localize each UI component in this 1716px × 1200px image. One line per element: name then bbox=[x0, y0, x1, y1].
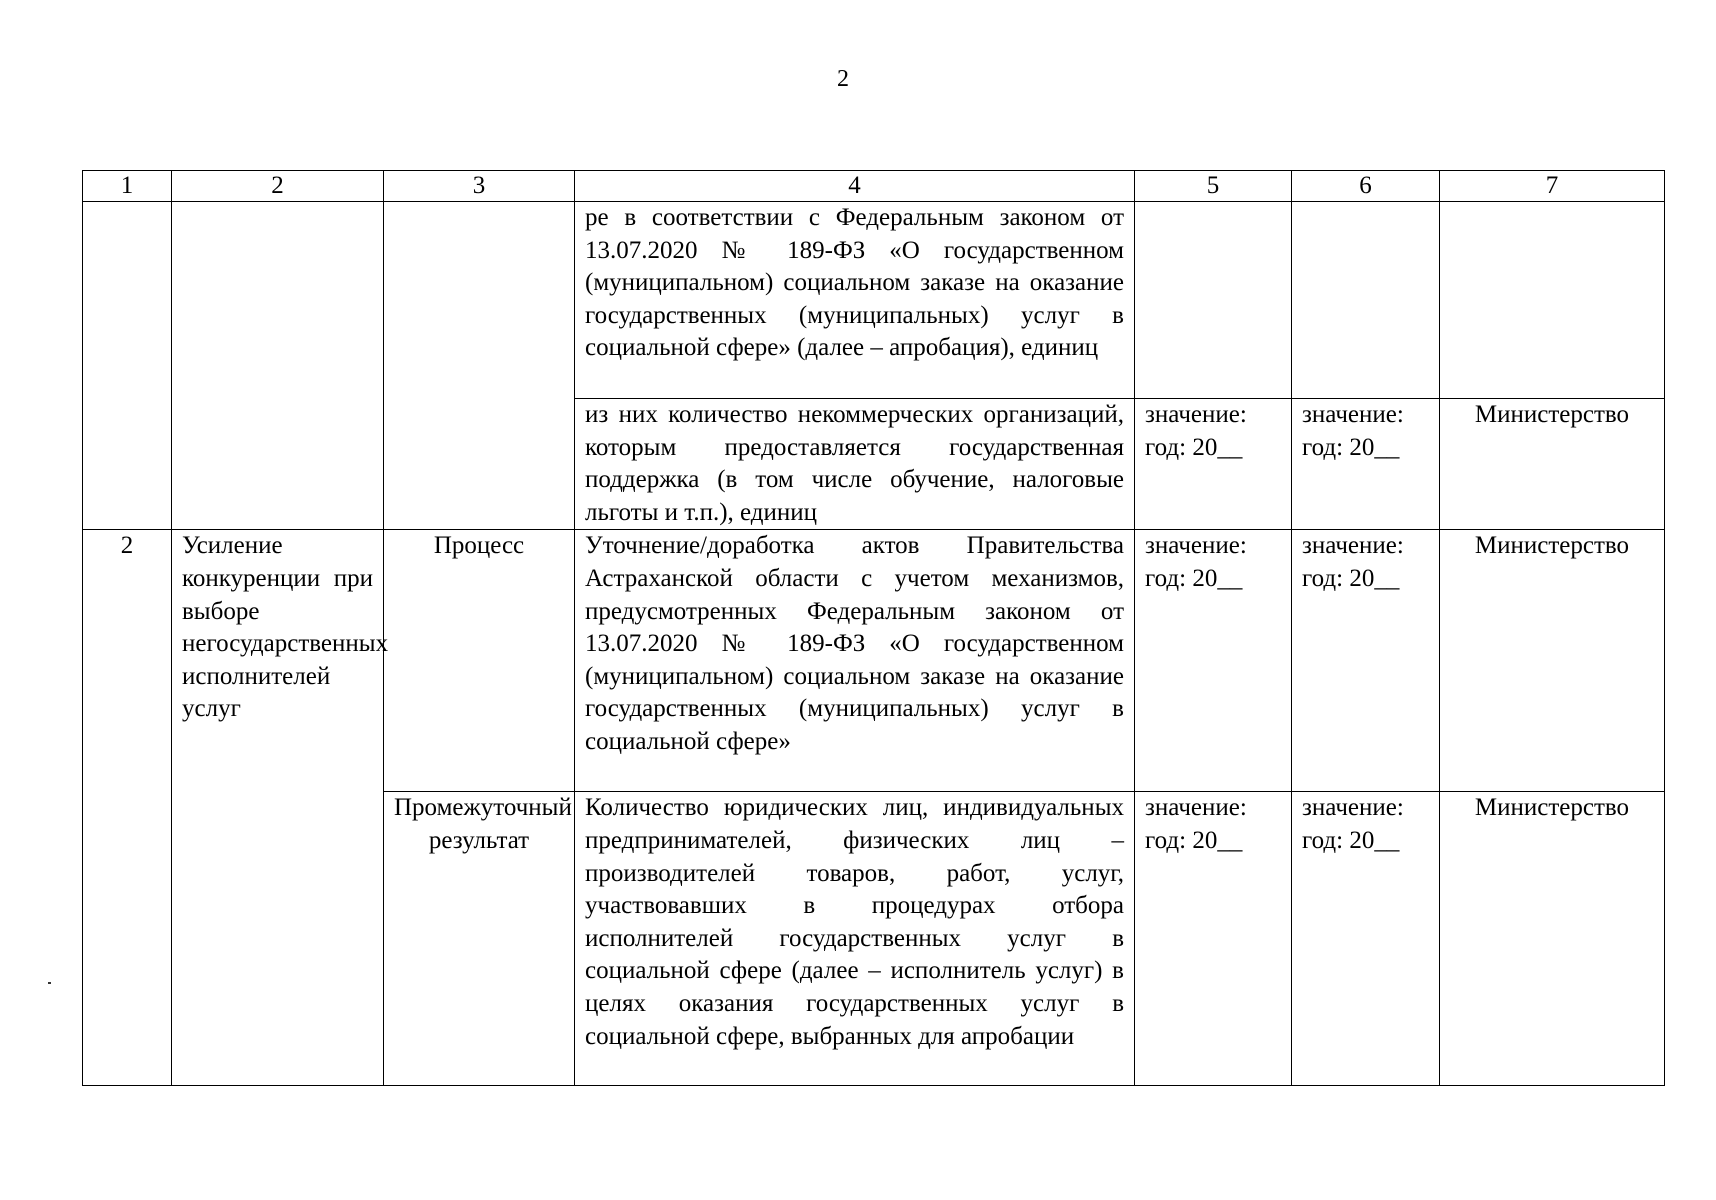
value-label: значение: bbox=[1302, 401, 1404, 428]
sub-indicator-value-5 bbox=[1135, 399, 1292, 530]
process-value-5 bbox=[1135, 530, 1292, 792]
indicator-description-continuation: ре в соответствии с Федеральным законом от 13.07.2020 № 189-ФЗ «О государственном (муниципальном) социальном заказе на оказание государственных (муниципальных) услуг в социальной сфере» (далее – апробация), единиц bbox=[575, 202, 1135, 399]
cell-number-empty bbox=[83, 202, 172, 530]
column-header-7: 7 bbox=[1440, 171, 1665, 202]
value-label: значение: bbox=[1302, 794, 1404, 822]
indicators-table bbox=[82, 170, 1665, 1086]
table-row-2 bbox=[83, 530, 1665, 792]
task-name: Усиление конкуренции при выборе негосударственных исполнителей услуг bbox=[172, 530, 384, 1086]
value-label: значение: bbox=[1145, 532, 1247, 560]
column-header-1: 1 bbox=[83, 171, 172, 202]
value-year: год: 20__ bbox=[1302, 826, 1400, 854]
process-description: Уточнение/доработка актов Правительства Астраханской области с учетом механизмов, предусмотренных Федеральным законом от 13.07.2020 № 189-ФЗ «О государственном (муниципальном) социальном заказе на оказание государственных (муниципальных) услуг в социальной сфере» bbox=[575, 530, 1135, 792]
value-year: год: 20__ bbox=[1145, 826, 1243, 854]
cell-task-empty bbox=[172, 202, 384, 530]
process-value-6 bbox=[1292, 530, 1440, 792]
intermediate-value-5 bbox=[1135, 792, 1292, 1086]
value-label: значение: bbox=[1302, 532, 1404, 560]
sub-indicator-description: из них количество некоммерческих организаций, которым предоставляется государственная поддержка (в том числе обучение, налоговые льготы и т.п.), единиц bbox=[575, 399, 1135, 530]
stage-process: Процесс bbox=[384, 530, 575, 792]
table-header-row bbox=[83, 171, 1665, 202]
cell-value-5-empty bbox=[1135, 202, 1292, 399]
row-number: 2 bbox=[83, 530, 172, 1086]
sub-indicator-responsible: Министерство bbox=[1440, 399, 1665, 530]
column-header-3: 3 bbox=[384, 171, 575, 202]
intermediate-value-6 bbox=[1292, 792, 1440, 1086]
column-header-2: 2 bbox=[172, 171, 384, 202]
value-label: значение: bbox=[1145, 401, 1247, 428]
value-year: год: 20__ bbox=[1302, 564, 1400, 592]
column-header-5: 5 bbox=[1135, 171, 1292, 202]
cell-value-6-empty bbox=[1292, 202, 1440, 399]
column-header-6: 6 bbox=[1292, 171, 1440, 202]
sub-indicator-value-6 bbox=[1292, 399, 1440, 530]
stage-intermediate-result: Промежуточный результат bbox=[384, 792, 575, 1086]
column-header-4: 4 bbox=[575, 171, 1135, 202]
page-number: 2 bbox=[837, 66, 849, 92]
process-responsible: Министерство bbox=[1440, 530, 1665, 792]
intermediate-description: Количество юридических лиц, индивидуальных предпринимателей, физических лиц – производителей товаров, работ, услуг, участвовавших в процедурах отбора исполнителей государственных услуг в социальной сфере (далее – исполнитель услуг) в целях оказания государственных услуг в социальной сфере, выбранных для апробации bbox=[575, 792, 1135, 1086]
value-label: значение: bbox=[1145, 794, 1247, 822]
value-year: год: 20__ bbox=[1145, 433, 1243, 461]
cell-stage-empty bbox=[384, 202, 575, 530]
value-year: год: 20__ bbox=[1302, 433, 1400, 461]
intermediate-responsible: Министерство bbox=[1440, 792, 1665, 1086]
scan-speck bbox=[48, 982, 51, 984]
table-row-continuation bbox=[83, 202, 1665, 399]
cell-responsible-empty bbox=[1440, 202, 1665, 399]
value-year: год: 20__ bbox=[1145, 564, 1243, 592]
